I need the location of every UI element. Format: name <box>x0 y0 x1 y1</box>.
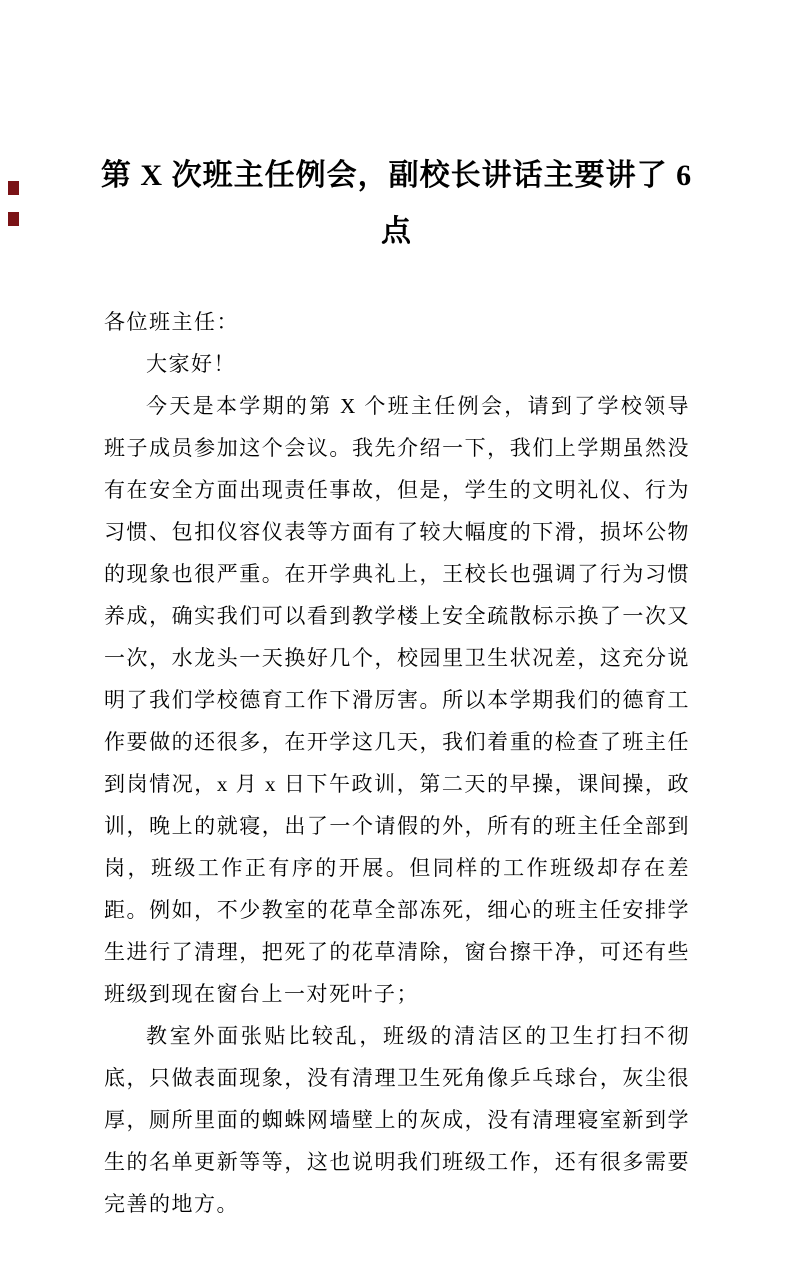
paragraph-main: 今天是本学期的第 X 个班主任例会，请到了学校领导班子成员参加这个会议。我先介绍一下，我们上学期虽然没有在安全方面出现责任事故，但是，学生的文明礼仪、行为习惯、包扣仪容仪表等方面有了较大幅度的下滑，损坏公物的现象也很严重。在开学典礼上，王校长也强调了行为习惯养成，确实我们可以看到教学楼上安全疏散标示换了一次又一次，水龙头一天换好几个，校园里卫生状况差，这充分说明了我们学校德育工作下滑厉害。所以本学期我们的德育工作要做的还很多，在开学这几天，我们着重的检查了班主任到岗情况，x 月 x 日下午政训，第二天的早操，课间操，政训，晚上的就寝，出了一个请假的外，所有的班主任全部到岗，班级工作正有序的开展。但同样的工作班级却存在差距。例如，不少教室的花草全部冻死，细心的班主任安排学生进行了清理，把死了的花草清除，窗台擦干净，可还有些班级到现在窗台上一对死叶子； <box>104 394 690 1006</box>
paragraph-greeting: 大家好！ <box>146 352 236 376</box>
red-corner-marker-icon <box>8 181 19 195</box>
paragraph-salutation: 各位班主任： <box>104 310 239 334</box>
document-body <box>104 301 690 1225</box>
document-page <box>0 148 793 1270</box>
document-title: 第 X 次班主任例会，副校长讲话主要讲了 6 点 <box>100 159 693 248</box>
paragraph-secondary: 教室外面张贴比较乱，班级的清洁区的卫生打扫不彻底，只做表面现象，没有清理卫生死角像乒乓球台，灰尘很厚，厕所里面的蜘蛛网墙壁上的灰成，没有清理寝室新到学生的名单更新等等，这也说明我们班级工作，还有很多需要完善的地方。 <box>104 1024 690 1216</box>
red-corner-marker-icon <box>8 212 19 226</box>
